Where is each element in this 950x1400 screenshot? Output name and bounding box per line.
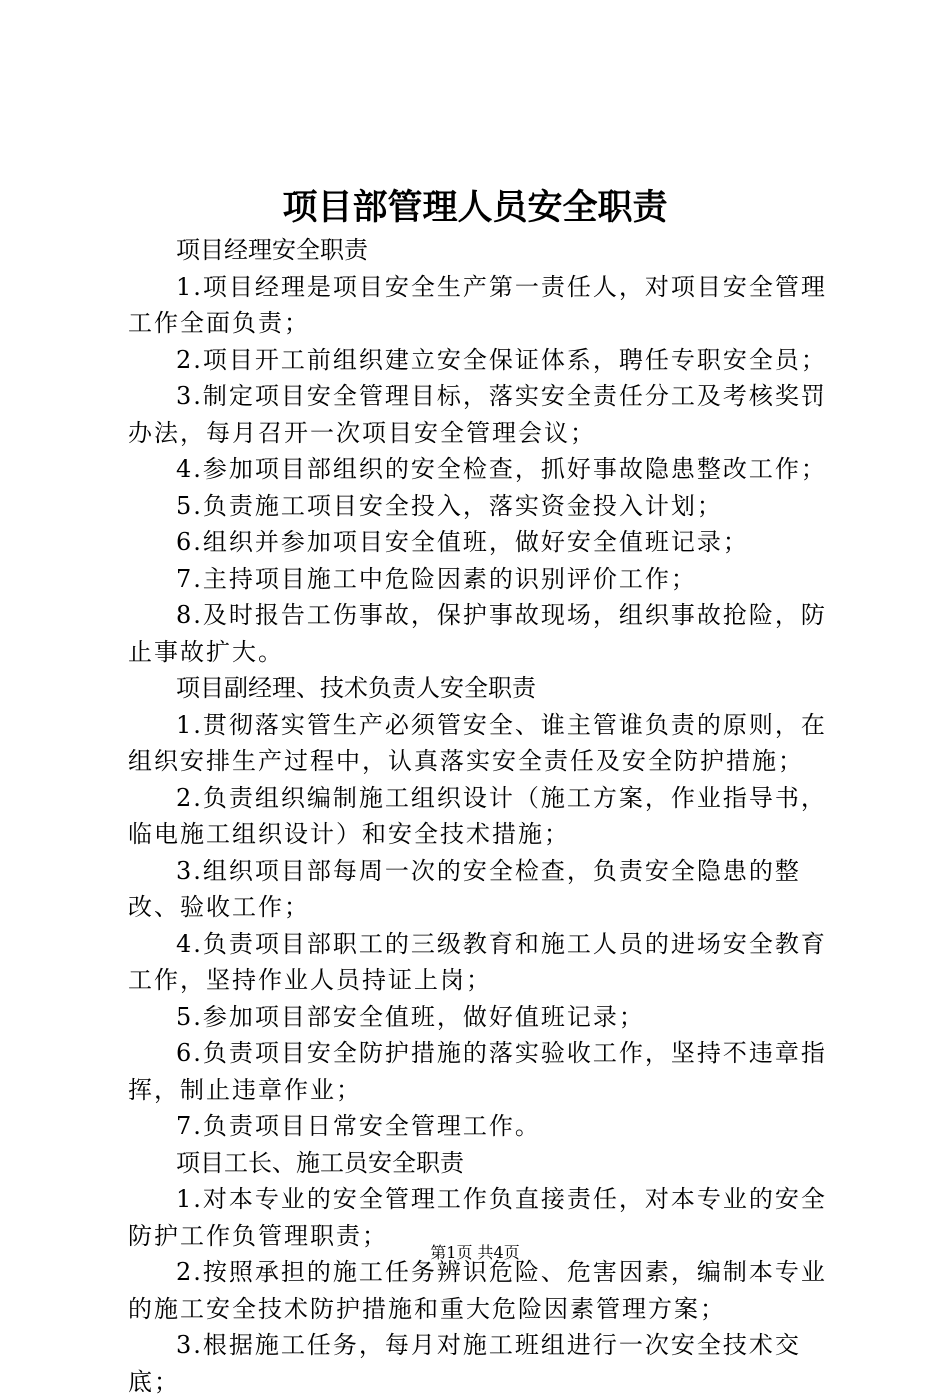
paragraph: 2.负责组织编制施工组织设计（施工方案，作业指导书，临电施工组织设计）和安全技术措施； bbox=[128, 783, 827, 848]
paragraph: 2.按照承担的施工任务辨识危险、危害因素，编制本专业的施工安全技术防护措施和重大危险因素管理方案； bbox=[128, 1258, 827, 1323]
section-heading-deputy-manager: 项目副经理、技术负责人安全职责 bbox=[176, 674, 536, 702]
paragraph: 4.负责项目部职工的三级教育和施工人员的进场安全教育工作，坚持作业人员持证上岗； bbox=[128, 929, 827, 994]
document-title: 项目部管理人员安全职责 bbox=[282, 187, 668, 228]
paragraph: 4.参加项目部组织的安全检查，抓好事故隐患整改工作； bbox=[176, 455, 827, 483]
paragraph: 3.制定项目安全管理目标，落实安全责任分工及考核奖罚办法，每月召开一次项目安全管理会议； bbox=[128, 382, 827, 447]
paragraph: 1.对本专业的安全管理工作负直接责任，对本专业的安全防护工作负管理职责； bbox=[128, 1185, 827, 1250]
section-heading-foreman: 项目工长、施工员安全职责 bbox=[176, 1148, 464, 1177]
paragraph: 5.负责施工项目安全投入，落实资金投入计划； bbox=[176, 491, 723, 520]
paragraph: 7.主持项目施工中危险因素的识别评价工作； bbox=[176, 564, 697, 593]
section-heading-manager: 项目经理安全职责 bbox=[176, 236, 368, 264]
paragraph: 6.组织并参加项目安全值班，做好安全值班记录； bbox=[176, 528, 749, 556]
paragraph: 7.负责项目日常安全管理工作。 bbox=[176, 1112, 541, 1140]
paragraph: 6.负责项目安全防护措施的落实验收工作，坚持不违章指挥，制止违章作业； bbox=[128, 1039, 827, 1104]
paragraph: 1.贯彻落实管生产必须管安全、谁主管谁负责的原则，在组织安排生产过程中，认真落实安全责任及安全防护措施； bbox=[128, 710, 827, 775]
paragraph: 5.参加项目部安全值班，做好值班记录； bbox=[176, 1002, 645, 1031]
paragraph: 8.及时报告工伤事故，保护事故现场，组织事故抢险，防止事故扩大。 bbox=[128, 601, 827, 666]
page-footer: 第1页 共4页 bbox=[430, 1243, 520, 1262]
paragraph: 1.项目经理是项目安全生产第一责任人，对项目安全管理工作全面负责； bbox=[128, 272, 827, 337]
paragraph: 3.根据施工任务，每月对施工班组进行一次安全技术交底； bbox=[128, 1331, 801, 1396]
paragraph: 3.组织项目部每周一次的安全检查，负责安全隐患的整改、验收工作； bbox=[128, 856, 801, 921]
paragraph: 2.项目开工前组织建立安全保证体系，聘任专职安全员； bbox=[176, 345, 827, 374]
document-body bbox=[128, 232, 838, 1400]
